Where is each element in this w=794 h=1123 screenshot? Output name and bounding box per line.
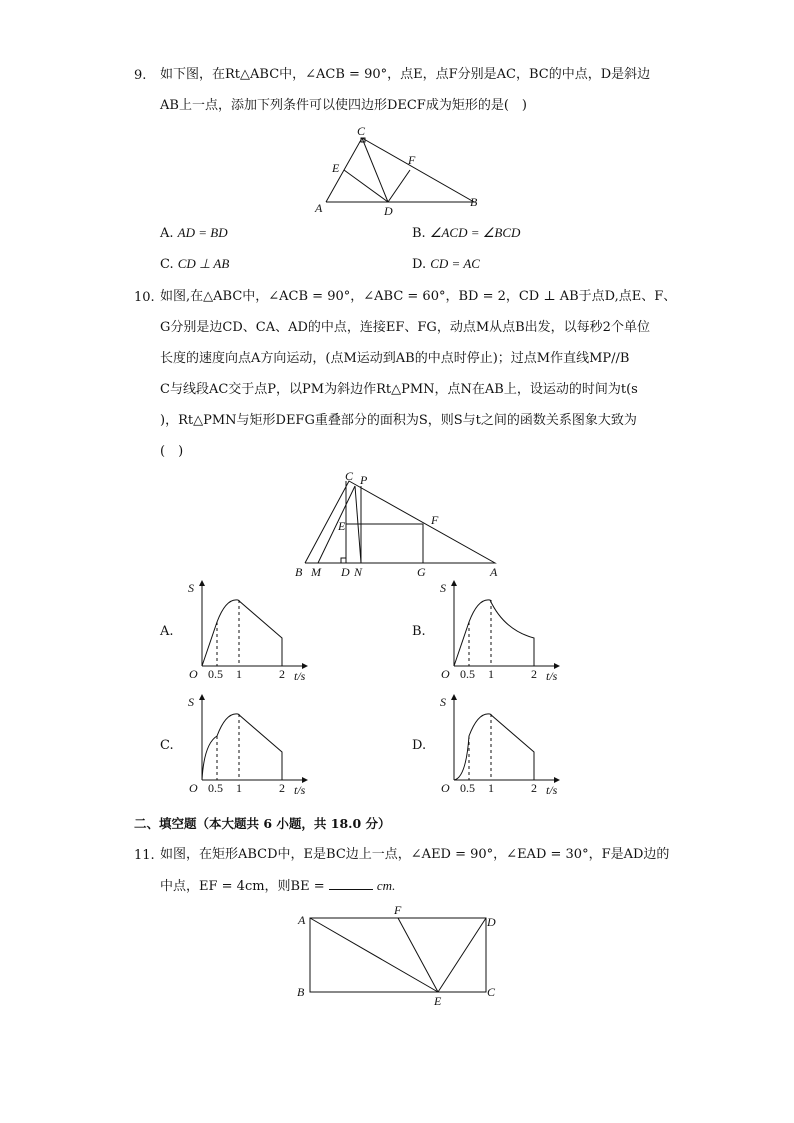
q10-graph-a bbox=[180, 578, 320, 684]
q10-graph-c-s: S bbox=[188, 695, 194, 709]
q10-label-f: F bbox=[431, 513, 439, 527]
q10-graph-d-t: t/s bbox=[546, 783, 558, 797]
q10-option-b-key[interactable]: B. bbox=[412, 624, 426, 639]
q10-text-line5: )，Rt△PMN与矩形DEFG重叠部分的面积为S，则S与t之间的函数关系图象大致为 bbox=[160, 413, 637, 428]
q9-option-a[interactable] bbox=[160, 225, 228, 241]
q10-label-b: B bbox=[295, 565, 303, 579]
q10-graph-b-s: S bbox=[440, 581, 446, 595]
q10-graph-a-x2: 1 bbox=[236, 667, 242, 681]
q10-graph-a-o: O bbox=[189, 667, 198, 681]
q10-graph-b-x1: 0.5 bbox=[460, 667, 475, 681]
q10-graph-a-x1: 0.5 bbox=[208, 667, 223, 681]
q11-label-a: A bbox=[298, 913, 306, 927]
q10-graph-c-x3: 2 bbox=[279, 781, 285, 795]
q10-graph-c-t: t/s bbox=[294, 783, 306, 797]
q10-graph-b-x2: 1 bbox=[488, 667, 494, 681]
q11-label-c: C bbox=[487, 985, 496, 999]
q9-label-b: B bbox=[470, 195, 478, 209]
q10-graph-b-t: t/s bbox=[546, 669, 558, 683]
q10-graph-d-x2: 1 bbox=[488, 781, 494, 795]
q10-label-n: N bbox=[354, 565, 363, 579]
q11-text-line1: 如图，在矩形ABCD中，E是BC边上一点，∠AED = 90°，∠EAD = 30°，F是AD边的 bbox=[160, 847, 670, 862]
q9-option-c-text: CD ⊥ AB bbox=[177, 256, 230, 271]
q10-graph-c-x2: 1 bbox=[236, 781, 242, 795]
q10-label-d: D bbox=[341, 565, 350, 579]
q10-graph-d-x1: 0.5 bbox=[460, 781, 475, 795]
q10-label-a: A bbox=[490, 565, 498, 579]
q9-option-d-key: D. bbox=[412, 257, 427, 272]
q10-graph-c-o: O bbox=[189, 781, 198, 795]
q10-option-a-key[interactable]: A. bbox=[160, 624, 174, 639]
q11-label-d: D bbox=[487, 915, 496, 929]
q11-label-e: E bbox=[434, 994, 442, 1008]
q11-answer-blank[interactable] bbox=[329, 877, 373, 890]
q9-option-b[interactable] bbox=[412, 225, 520, 241]
q9-label-a: A bbox=[315, 201, 323, 215]
q10-graph-a-x3: 2 bbox=[279, 667, 285, 681]
q10-option-d-key[interactable]: D. bbox=[412, 738, 427, 753]
q10-graph-d-s: S bbox=[440, 695, 446, 709]
q10-graph-d-o: O bbox=[441, 781, 450, 795]
q10-label-m: M bbox=[311, 565, 321, 579]
q10-graph-a-s: S bbox=[188, 581, 194, 595]
q9-option-a-key: A. bbox=[160, 226, 174, 241]
q9-label-e: E bbox=[332, 161, 340, 175]
q10-text-line1: 如图,在△ABC中，∠ACB = 90°，∠ABC = 60°，BD = 2，CD ⊥ AB于点D,点E、F、 bbox=[160, 289, 677, 304]
q10-text-line6: ( ) bbox=[160, 444, 184, 459]
q10-text-line2: G分别是边CD、CA、AD的中点，连接EF、FG，动点M从点B出发，以每秒2个单位 bbox=[160, 320, 650, 335]
q11-text-line2-pre: 中点，EF = 4cm，则BE = bbox=[160, 879, 325, 894]
q9-label-d: D bbox=[384, 204, 393, 218]
q10-graph-b-o: O bbox=[441, 667, 450, 681]
q9-option-d[interactable] bbox=[412, 256, 480, 272]
q10-label-g: G bbox=[417, 565, 426, 579]
q10-figure bbox=[290, 466, 510, 582]
q10-text-line3: 长度的速度向点A方向运动，(点M运动到AB的中点时停止)；过点M作直线MP//B bbox=[160, 351, 630, 366]
q10-graph-c bbox=[180, 692, 320, 798]
q10-number: 10. bbox=[134, 290, 155, 305]
q10-graph-d bbox=[432, 692, 572, 798]
q10-label-e: E bbox=[338, 519, 346, 533]
q11-number: 11. bbox=[134, 848, 155, 863]
q11-text-line2 bbox=[160, 877, 395, 896]
q9-option-b-key: B. bbox=[412, 226, 426, 241]
q10-graph-d-x3: 2 bbox=[531, 781, 537, 795]
q10-graph-a-t: t/s bbox=[294, 669, 306, 683]
q9-figure bbox=[310, 122, 490, 220]
q11-text-line2-post: cm. bbox=[376, 878, 396, 893]
q11-figure bbox=[290, 900, 510, 1010]
q9-label-c: C bbox=[357, 124, 366, 138]
q10-text-line4: C与线段AC交于点P，以PM为斜边作Rt△PMN，点N在AB上，设运动的时间为t(s bbox=[160, 382, 638, 397]
q9-text-line1: 如下图，在Rt△ABC中，∠ACB = 90°，点E，点F分别是AC，BC的中点，D是斜边 bbox=[160, 67, 651, 82]
q9-option-a-text: AD = BD bbox=[177, 225, 228, 240]
q9-option-c-key: C. bbox=[160, 257, 174, 272]
q10-label-c: C bbox=[345, 469, 354, 483]
q10-graph-b-x3: 2 bbox=[531, 667, 537, 681]
q10-graph-c-x1: 0.5 bbox=[208, 781, 223, 795]
q10-option-c-key[interactable]: C. bbox=[160, 738, 174, 753]
q9-option-b-text: ∠ACD = ∠BCD bbox=[429, 225, 521, 240]
q9-option-c[interactable] bbox=[160, 256, 229, 272]
q10-graph-b bbox=[432, 578, 572, 684]
q9-option-d-text: CD = AC bbox=[430, 256, 480, 271]
q10-label-p: P bbox=[360, 473, 368, 487]
q9-number: 9. bbox=[134, 68, 147, 83]
q11-label-f: F bbox=[394, 903, 402, 917]
q9-label-f: F bbox=[408, 153, 416, 167]
section-title-fill-in: 二、填空题（本大题共 6 小题，共 18.0 分） bbox=[134, 816, 391, 831]
q11-label-b: B bbox=[297, 985, 305, 999]
q9-text-line2: AB上一点，添加下列条件可以使四边形DECF成为矩形的是( ) bbox=[160, 98, 527, 113]
